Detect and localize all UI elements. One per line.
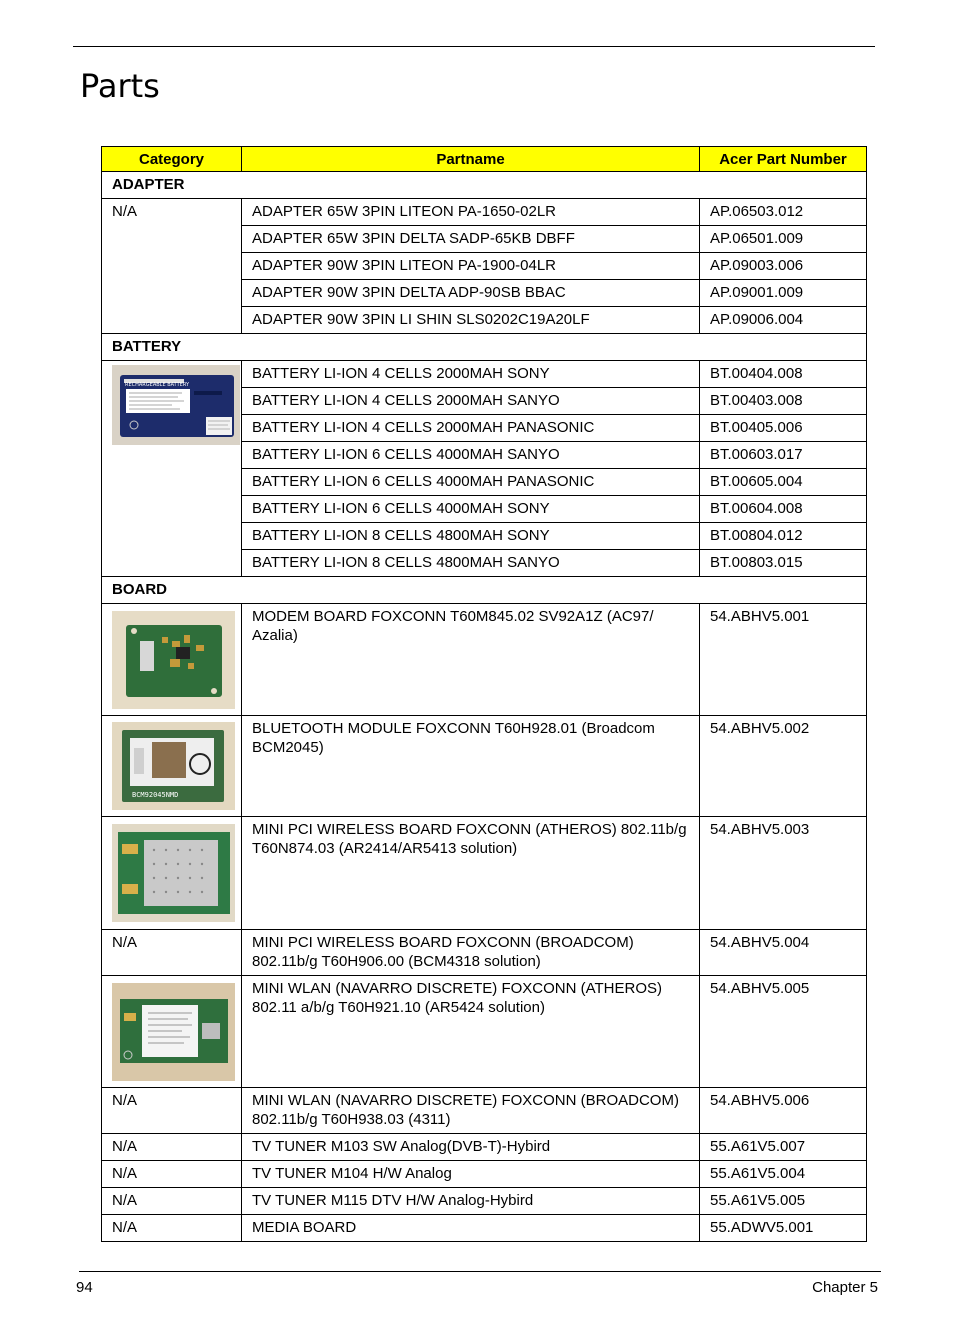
battery-image-cell xyxy=(102,361,242,577)
partname-cell: MINI PCI WIRELESS BOARD FOXCONN (ATHEROS) 802.11b/g T60N874.03 (AR2414/AR5413 solution) xyxy=(242,817,700,930)
partname-cell: BATTERY LI-ION 8 CELLS 4800MAH SONY xyxy=(242,523,700,550)
battery-label: RECHARGEABLE BATTERY xyxy=(125,382,190,388)
footer-rule xyxy=(79,1271,881,1272)
partname-cell: MODEM BOARD FOXCONN T60M845.02 SV92A1Z (AC97/ Azalia) xyxy=(242,604,700,716)
part-number-cell: AP.06501.009 xyxy=(700,226,867,253)
table-row xyxy=(102,1161,867,1188)
part-number-cell: BT.00605.004 xyxy=(700,469,867,496)
table-row xyxy=(102,976,867,1088)
part-number-cell: AP.09001.009 xyxy=(700,280,867,307)
partname-cell: ADAPTER 90W 3PIN LITEON PA-1900-04LR xyxy=(242,253,700,280)
partname-cell: BATTERY LI-ION 6 CELLS 4000MAH PANASONIC xyxy=(242,469,700,496)
table-row xyxy=(102,604,867,716)
category-cell: N/A xyxy=(102,1215,242,1242)
battery-photo xyxy=(112,365,240,445)
partname-cell: MINI PCI WIRELESS BOARD FOXCONN (BROADCOM) 802.11b/g T60H906.00 (BCM4318 solution) xyxy=(242,930,700,976)
part-number-cell: BT.00403.008 xyxy=(700,388,867,415)
section-row-board xyxy=(102,577,867,604)
partname-cell: ADAPTER 90W 3PIN LI SHIN SLS0202C19A20LF xyxy=(242,307,700,334)
part-number-cell: BT.00604.008 xyxy=(700,496,867,523)
table-row xyxy=(102,1134,867,1161)
category-cell: N/A xyxy=(102,1134,242,1161)
part-number-cell: BT.00405.006 xyxy=(700,415,867,442)
modem-image-cell xyxy=(102,604,242,716)
part-number-cell: AP.09003.006 xyxy=(700,253,867,280)
partname-cell: TV TUNER M104 H/W Analog xyxy=(242,1161,700,1188)
table-header-row xyxy=(102,147,867,172)
bluetooth-image-cell xyxy=(102,716,242,817)
part-number-cell: 54.ABHV5.001 xyxy=(700,604,867,716)
part-number-cell: 54.ABHV5.002 xyxy=(700,716,867,817)
part-number-cell: 54.ABHV5.005 xyxy=(700,976,867,1088)
table-row xyxy=(102,1088,867,1134)
partname-cell: ADAPTER 65W 3PIN LITEON PA-1650-02LR xyxy=(242,199,700,226)
page-number: 94 xyxy=(76,1279,93,1296)
part-number-cell: AP.09006.004 xyxy=(700,307,867,334)
category-cell: N/A xyxy=(102,1088,242,1134)
miniwlan-image-cell xyxy=(102,976,242,1088)
partname-cell: ADAPTER 90W 3PIN DELTA ADP-90SB BBAC xyxy=(242,280,700,307)
partname-cell: TV TUNER M115 DTV H/W Analog-Hybird xyxy=(242,1188,700,1215)
part-number-cell: 55.A61V5.004 xyxy=(700,1161,867,1188)
part-number-cell: 54.ABHV5.004 xyxy=(700,930,867,976)
table-row xyxy=(102,716,867,817)
minipci-image-cell xyxy=(102,817,242,930)
mini-pci-wireless-photo xyxy=(112,824,235,922)
section-title-adapter: ADAPTER xyxy=(102,172,867,199)
partname-cell: MEDIA BOARD xyxy=(242,1215,700,1242)
bluetooth-module-photo xyxy=(112,722,235,810)
chapter-label: Chapter 5 xyxy=(812,1279,878,1296)
table-row xyxy=(102,361,867,388)
section-row-adapter xyxy=(102,172,867,199)
header-part-number: Acer Part Number xyxy=(700,147,867,172)
partname-cell: MINI WLAN (NAVARRO DISCRETE) FOXCONN (ATHEROS) 802.11 a/b/g T60H921.10 (AR5424 solution) xyxy=(242,976,700,1088)
part-number-cell: 55.ADWV5.001 xyxy=(700,1215,867,1242)
parts-table xyxy=(101,146,867,1242)
partname-cell: TV TUNER M103 SW Analog(DVB-T)-Hybird xyxy=(242,1134,700,1161)
part-number-cell: BT.00603.017 xyxy=(700,442,867,469)
header-rule xyxy=(73,46,875,47)
partname-cell: BATTERY LI-ION 4 CELLS 2000MAH SONY xyxy=(242,361,700,388)
modem-board-photo xyxy=(112,611,235,709)
mini-wlan-photo xyxy=(112,983,235,1081)
partname-cell: BLUETOOTH MODULE FOXCONN T60H928.01 (Broadcom BCM2045) xyxy=(242,716,700,817)
partname-cell: BATTERY LI-ION 4 CELLS 2000MAH PANASONIC xyxy=(242,415,700,442)
table-row xyxy=(102,1215,867,1242)
partname-cell: BATTERY LI-ION 6 CELLS 4000MAH SANYO xyxy=(242,442,700,469)
category-cell: N/A xyxy=(102,199,242,334)
part-number-cell: 55.A61V5.005 xyxy=(700,1188,867,1215)
part-number-cell: 54.ABHV5.003 xyxy=(700,817,867,930)
table-row xyxy=(102,1188,867,1215)
part-number-cell: 55.A61V5.007 xyxy=(700,1134,867,1161)
part-number-cell: 54.ABHV5.006 xyxy=(700,1088,867,1134)
partname-cell: BATTERY LI-ION 8 CELLS 4800MAH SANYO xyxy=(242,550,700,577)
category-cell: N/A xyxy=(102,1188,242,1215)
partname-cell: ADAPTER 65W 3PIN DELTA SADP-65KB DBFF xyxy=(242,226,700,253)
partname-cell: BATTERY LI-ION 6 CELLS 4000MAH SONY xyxy=(242,496,700,523)
part-number-cell: BT.00804.012 xyxy=(700,523,867,550)
bluetooth-module-label: BCM92045NMD xyxy=(132,791,179,799)
section-title-board: BOARD xyxy=(102,577,867,604)
category-cell: N/A xyxy=(102,930,242,976)
header-category: Category xyxy=(102,147,242,172)
partname-cell: MINI WLAN (NAVARRO DISCRETE) FOXCONN (BROADCOM) 802.11b/g T60H938.03 (4311) xyxy=(242,1088,700,1134)
table-row xyxy=(102,930,867,976)
part-number-cell: BT.00404.008 xyxy=(700,361,867,388)
section-row-battery xyxy=(102,334,867,361)
section-title-battery: BATTERY xyxy=(102,334,867,361)
part-number-cell: AP.06503.012 xyxy=(700,199,867,226)
page-title: Parts xyxy=(80,67,160,105)
table-row xyxy=(102,199,867,226)
category-cell: N/A xyxy=(102,1161,242,1188)
partname-cell: BATTERY LI-ION 4 CELLS 2000MAH SANYO xyxy=(242,388,700,415)
header-partname: Partname xyxy=(242,147,700,172)
table-row xyxy=(102,817,867,930)
part-number-cell: BT.00803.015 xyxy=(700,550,867,577)
